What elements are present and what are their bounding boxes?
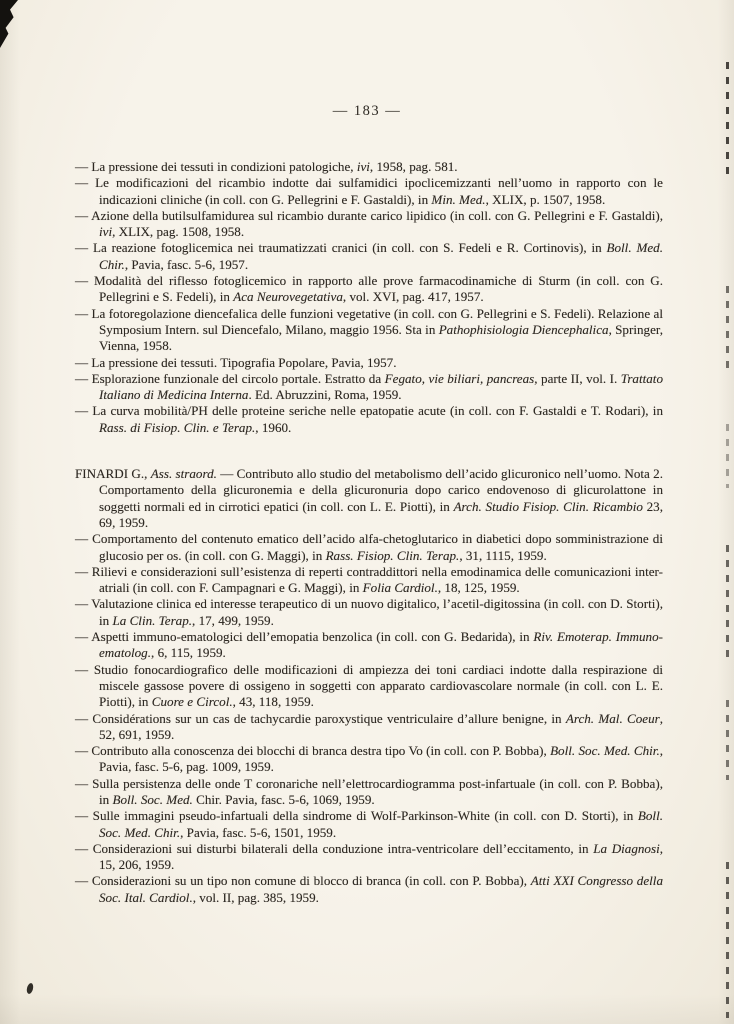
entry-text: — La fotoregolazione diencefalica delle funzioni vegetative (in coll. con G. Pellegrini e S. Fedeli). Relazione al Symposium Intern. sul Diencefalo, Milano, maggio 1956. Sta in bbox=[75, 305, 663, 337]
entry-text: , 31, 1115, 1959. bbox=[459, 547, 547, 563]
bibliography-entry bbox=[75, 596, 663, 629]
work-title: Cuore e Circol. bbox=[151, 694, 233, 710]
bibliography-entry bbox=[75, 808, 663, 841]
work-title: ivi bbox=[356, 159, 370, 174]
bibliography-entry bbox=[75, 175, 663, 208]
entry-text: , XLIX, pag. 1508, 1958. bbox=[112, 224, 245, 240]
entry-text: , Springer, Vienna, 1958. bbox=[99, 321, 663, 354]
bibliography-entry bbox=[75, 403, 663, 436]
bibliography-entry bbox=[75, 841, 663, 874]
entry-text: — Sulle immagini pseudo-infartuali della sindrome di Wolf-Parkinson-White (in coll. con D. Storti), in bbox=[75, 808, 638, 824]
entry-text: — Le modificazioni del ricambio indotte dai sulfamidici ipoclicemizzanti nell’uomo in rapporto con le indicazioni cliniche (in coll. con G. Pellegrini e F. Gastaldi), in bbox=[75, 175, 663, 207]
scan-artifact-film-dashes bbox=[726, 62, 729, 182]
entry-text: 23, 69, 1959. bbox=[99, 498, 663, 530]
bibliography-entry bbox=[75, 531, 663, 564]
entry-text: — La curva mobilità/PH delle proteine seriche nelle epatopatie acute (in coll. con F. Gastaldi e T. Rodari), in bbox=[75, 403, 663, 419]
work-title: Rass. di Fisiop. Clin. e Terap. bbox=[99, 419, 256, 435]
work-title: La Diagnosi bbox=[593, 840, 660, 856]
scan-artifact-film-dashes bbox=[726, 862, 729, 1018]
bibliography-entry bbox=[75, 564, 663, 597]
entry-text: , vol. XVI, pag. 417, 1957. bbox=[342, 289, 484, 305]
entry-text: — Valutazione clinica ed interesse terapeutico di un nuovo digitalico, l’acetil-digitossina (in coll. con D. Storti), in bbox=[75, 596, 663, 628]
entry-text: — Considérations sur un cas de tachycardie paroxystique ventriculaire d’allure benigne, in bbox=[75, 710, 566, 726]
bibliography-entry bbox=[75, 662, 663, 711]
entry-text: — Considerazioni sui disturbi bilaterali della conduzione intra-ventricolare dell’eccitamento, in bbox=[75, 840, 594, 856]
entry-text: — La pressione dei tessuti. Tipografia Popolare, Pavia, 1957. bbox=[75, 354, 397, 370]
work-title: Rass. Fisiop. Clin. Terap. bbox=[325, 547, 460, 563]
work-title: Trattato Italiano di Medicina Interna bbox=[99, 370, 663, 403]
bibliography-entry bbox=[75, 273, 663, 306]
page-number: — 183 — bbox=[332, 103, 402, 119]
entry-text: — Sulla persistenza delle onde T coronariche nell’elettrocardiogramma post-infartuale (in coll. con P. Bobba), in bbox=[75, 775, 663, 807]
scan-artifact-film-dashes bbox=[726, 700, 729, 780]
entry-text: — Considerazioni su un tipo non comune di blocco di branca (in coll. con P. Bobba), bbox=[75, 873, 531, 889]
work-title: Pathophisiologia Diencephalica bbox=[438, 321, 609, 337]
work-title: Atti XXI Congresso della Soc. Ital. Cardiol. bbox=[99, 873, 663, 905]
entry-text: , Pavia, fasc. 5-6, 1501, 1959. bbox=[180, 824, 337, 840]
entry-text: , 1958, pag. 581. bbox=[369, 159, 458, 174]
entry-text: — Studio fonocardiografico delle modificazioni di ampiezza dei toni cardiaci indotte dalla respirazione di miscele gassose povere di ossigeno in soggetti con apparato cardiovascolare normale (in coll. con L. E. Piotti), in bbox=[75, 661, 663, 710]
scan-artifact-ink-spot bbox=[26, 982, 34, 994]
entry-text: — Aspetti immuno-ematologici dell’emopatia benzolica (in coll. con G. Bedarida), in bbox=[75, 629, 534, 645]
entry-text: — La reazione fotoglicemica nei traumatizzati cranici (in coll. con S. Fedeli e R. Cortinovis), in bbox=[75, 240, 607, 256]
entry-text: , 52, 691, 1959. bbox=[99, 710, 664, 742]
entry-text: , 43, 118, 1959. bbox=[232, 694, 314, 710]
bibliography-entry bbox=[75, 159, 663, 175]
work-title: Boll. Med. Chir. bbox=[99, 240, 663, 272]
entry-text: , XLIX, p. 1507, 1958. bbox=[485, 191, 606, 207]
work-title: Fegato, vie biliari, pancreas bbox=[384, 370, 535, 386]
entry-text: , 18, 125, 1959. bbox=[437, 580, 520, 596]
bibliography-entry bbox=[75, 776, 663, 809]
work-title: Ass. straord. bbox=[150, 466, 217, 482]
bibliography-entry bbox=[75, 743, 663, 776]
bibliography-entry bbox=[75, 371, 663, 404]
entry-text: , parte II, vol. I. bbox=[534, 370, 621, 386]
author-entry-finardi bbox=[75, 466, 663, 531]
bibliography-entry bbox=[75, 873, 663, 906]
entry-text: Chir. Pavia, fasc. 5-6, 1069, 1959. bbox=[192, 791, 375, 807]
work-title: Arch. Mal. Coeur bbox=[565, 710, 660, 726]
bibliography-entry bbox=[75, 711, 663, 744]
entry-text: — Contributo allo studio del metabolismo dell’acido glicuronico nell’uomo. Nota 2. Comportamento della glicuronemia e della glicuronuria dopo carico endovenoso di glicurolattone in soggetti normali ed in cirrotici epatici (in coll. con L. E. Piotti), in bbox=[99, 466, 663, 514]
work-title: Boll. Soc. Med. Chir. bbox=[550, 743, 660, 759]
work-title: Folia Cardiol. bbox=[362, 580, 438, 596]
bibliography-list bbox=[75, 159, 663, 906]
entry-text: . Ed. Abruzzini, Roma, 1959. bbox=[248, 387, 402, 403]
entry-text: , Pavia, fasc. 5-6, pag. 1009, 1959. bbox=[99, 743, 663, 775]
entry-text: FINARDI G., bbox=[75, 466, 151, 482]
scan-artifact-film-dashes bbox=[726, 545, 729, 663]
bibliography-entry bbox=[75, 240, 663, 273]
bibliography-entry bbox=[75, 629, 663, 662]
bibliography-entry bbox=[75, 208, 663, 241]
scan-artifact-film-dashes bbox=[726, 424, 729, 488]
entry-text: — La pressione dei tessuti in condizioni patologiche, bbox=[75, 159, 357, 174]
entry-text: — Rilievi e considerazioni sull’esistenza di reperti contraddittori nella emodinamica delle comunicazioni inter-atriali (in coll. con F. Campagnari e G. Maggi), in bbox=[75, 563, 663, 596]
work-title: Min. Med. bbox=[431, 191, 486, 207]
work-title: Boll. Soc. Med. bbox=[112, 791, 193, 807]
work-title: Riv. Emoterap. Immuno-ematolog. bbox=[99, 629, 663, 661]
entry-text: — Esplorazione funzionale del circolo portale. Estratto da bbox=[75, 370, 385, 386]
work-title: La Clin. Terap. bbox=[112, 612, 193, 628]
entry-text: — Contributo alla conoscenza dei blocchi di branca destra tipo Vo (in coll. con P. Bobba), bbox=[75, 743, 551, 759]
work-title: Boll. Soc. Med. Chir. bbox=[99, 808, 663, 840]
work-title: Arch. Studio Fisiop. Clin. Ricambio bbox=[453, 498, 643, 514]
entry-text: , 1960. bbox=[255, 419, 292, 435]
entry-text: — Comportamento del contenuto ematico dell’acido alfa-chetoglutarico in diabetici dopo somministrazione di glucosio per os. (in coll. con G. Maggi), in bbox=[75, 531, 663, 563]
work-title: Aca Neurovegetativa bbox=[233, 289, 343, 305]
entry-text: — Azione della butilsulfamidurea sul ricambio durante carico lipidico (in coll. con G. Pellegrini e F. Gastaldi), bbox=[75, 207, 663, 223]
entry-text: , Pavia, fasc. 5-6, 1957. bbox=[124, 256, 249, 272]
entry-text: — Modalità del riflesso fotoglicemico in rapporto alle prove farmacodinamiche di Sturm (in coll. con G. Pellegrini e S. Fedeli), in bbox=[75, 273, 663, 305]
entry-text: , 6, 115, 1959. bbox=[151, 645, 226, 661]
bibliography-entry bbox=[75, 355, 663, 371]
work-title: ivi bbox=[99, 224, 113, 240]
scan-artifact-corner-ink-blot bbox=[0, 0, 20, 48]
scan-artifact-film-dashes bbox=[726, 286, 729, 374]
bibliography-entry bbox=[75, 306, 663, 355]
entry-text: , 17, 499, 1959. bbox=[192, 612, 274, 628]
entry-text: , vol. II, pag. 385, 1959. bbox=[192, 889, 319, 905]
entry-text: , 15, 206, 1959. bbox=[99, 840, 663, 873]
